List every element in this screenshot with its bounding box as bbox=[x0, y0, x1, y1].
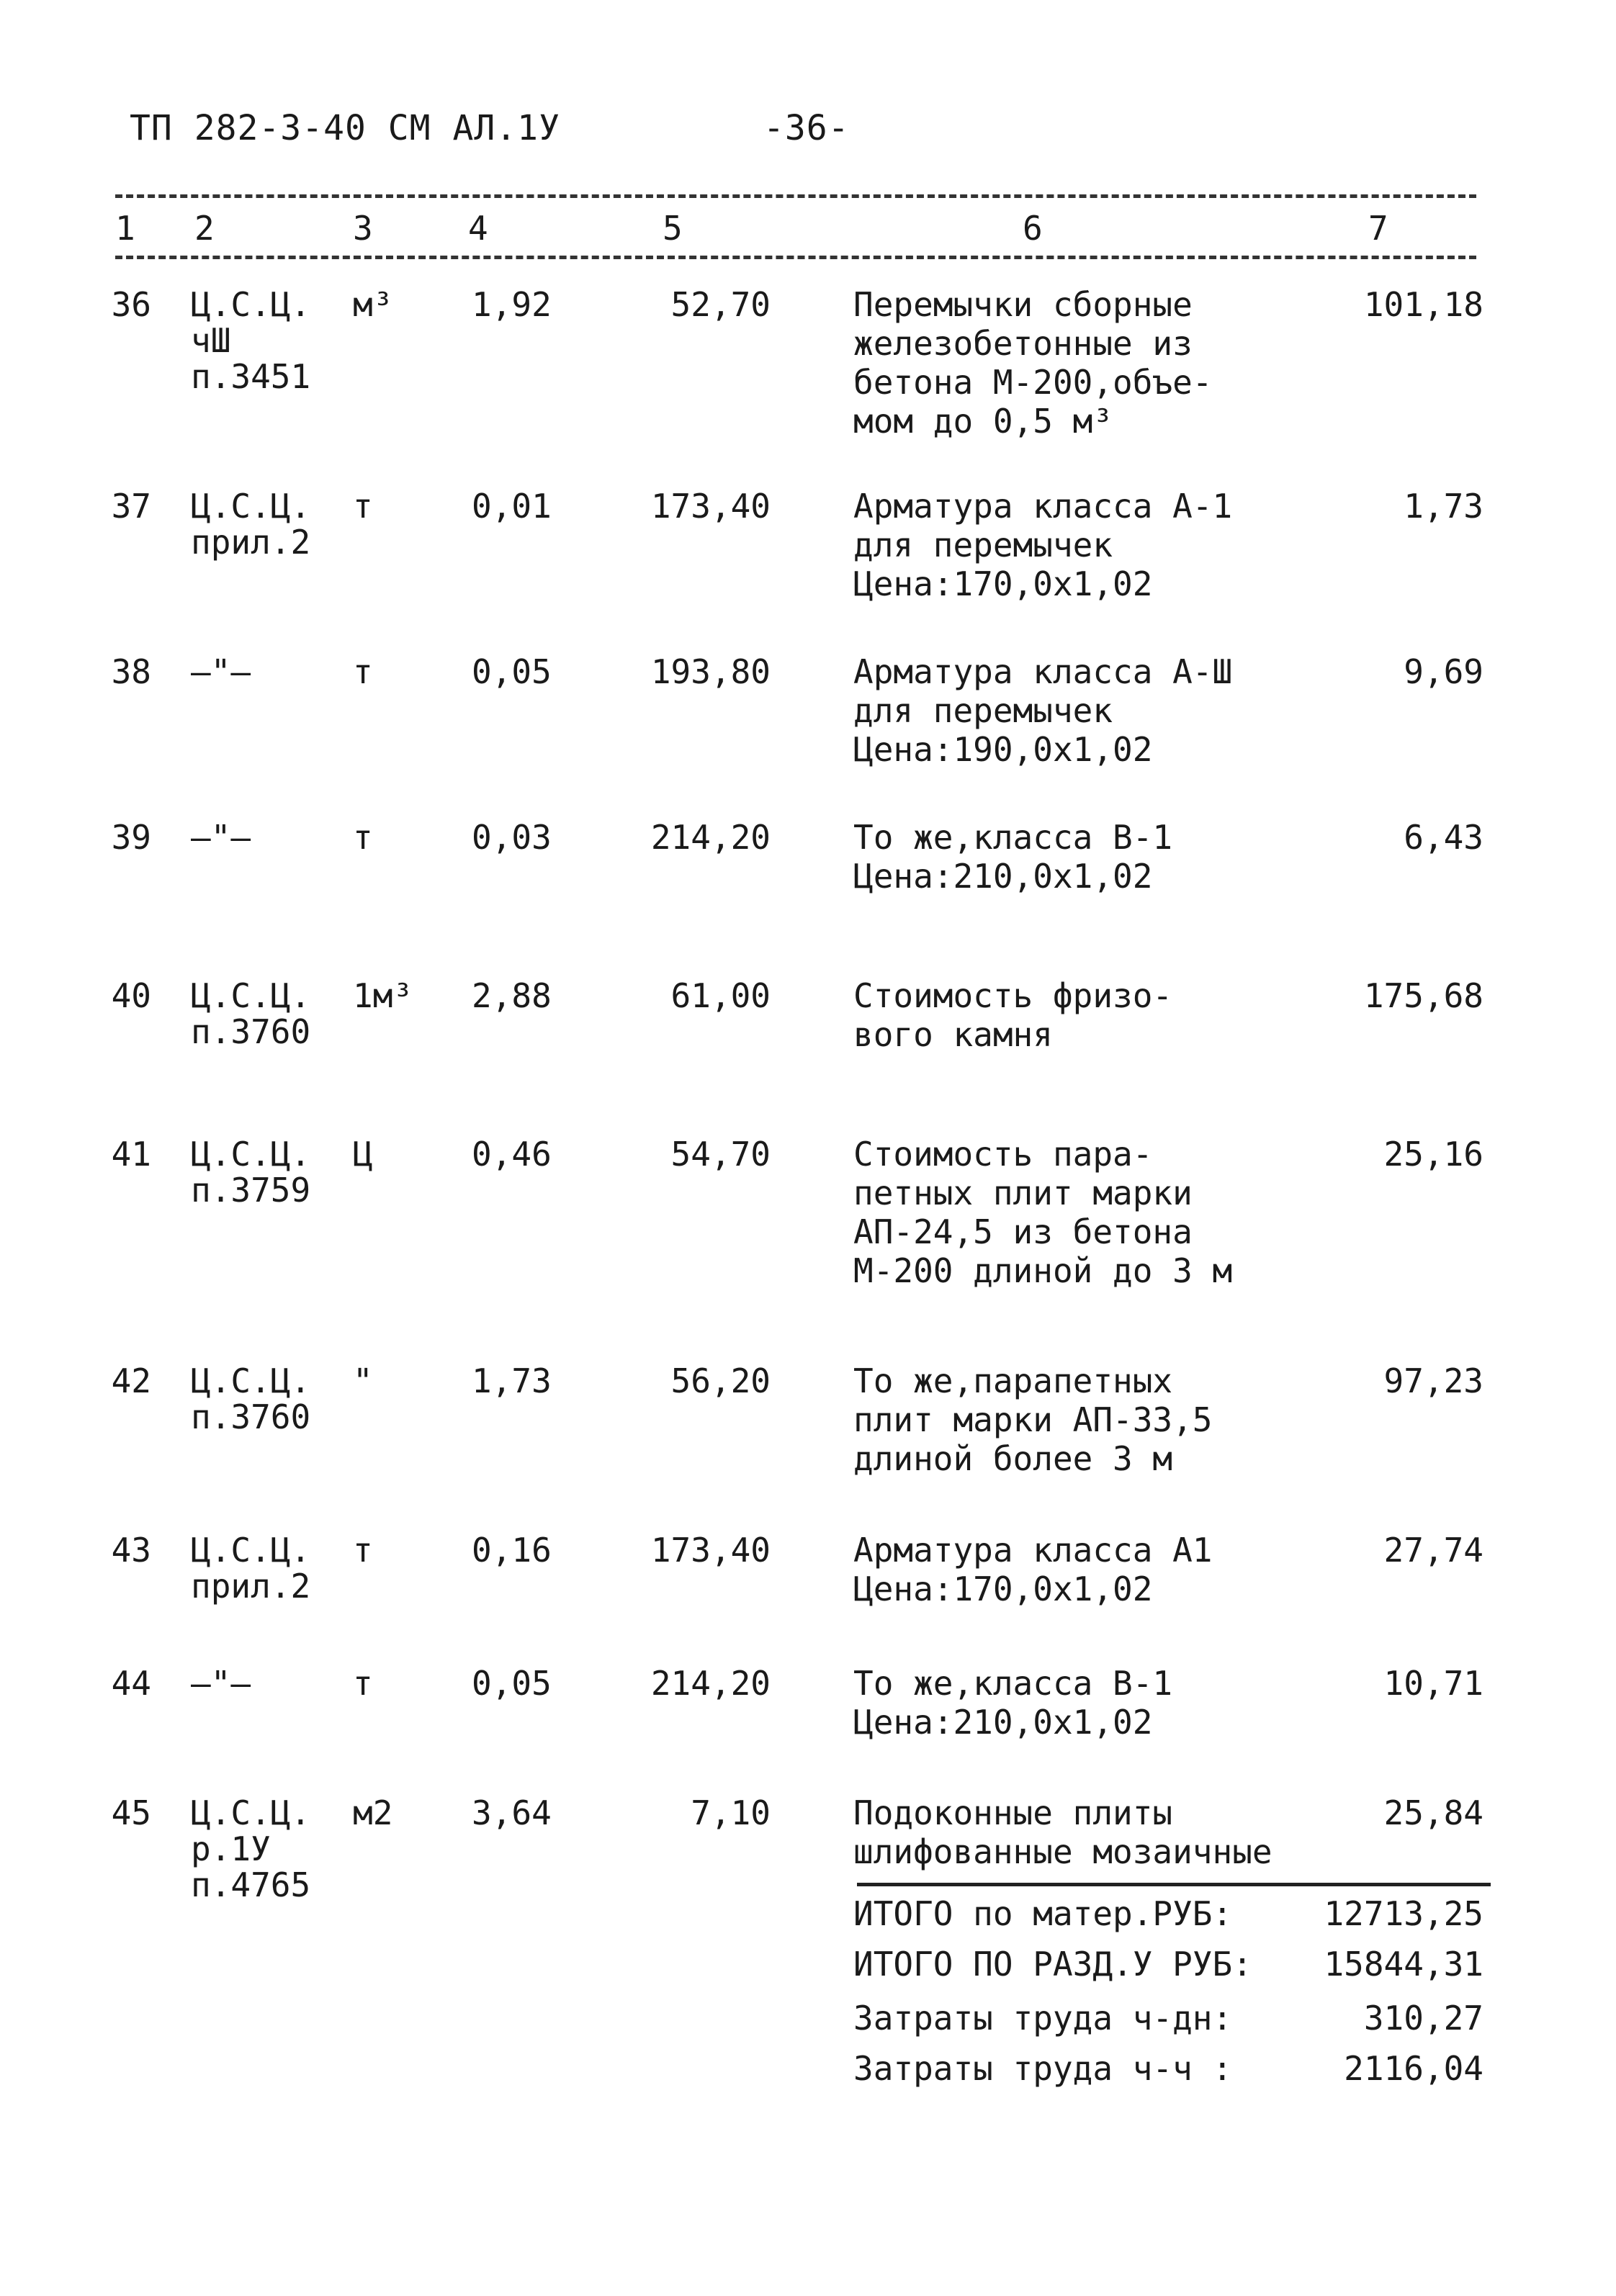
quantity: 0,46 bbox=[472, 1135, 552, 1174]
description-line: петных плит марки bbox=[853, 1174, 1193, 1212]
description-line: бетона М-200,объе- bbox=[853, 363, 1213, 402]
row-number: 38 bbox=[111, 652, 151, 691]
unit: т bbox=[353, 1531, 373, 1570]
quantity: 0,01 bbox=[472, 487, 552, 526]
unit-price: 61,00 bbox=[670, 976, 771, 1015]
description-line: Стоимость пара- bbox=[853, 1135, 1153, 1174]
column-number: 5 bbox=[663, 209, 683, 248]
description-line: Цена:170,0х1,02 bbox=[853, 1570, 1153, 1608]
price-reference: —"— bbox=[191, 818, 251, 857]
header-divider-top bbox=[115, 194, 1476, 198]
description-line: мом до 0,5 м³ bbox=[853, 402, 1113, 441]
quantity: 0,05 bbox=[472, 1664, 552, 1703]
page-number: -36- bbox=[763, 108, 850, 148]
description-line: Перемычки сборные bbox=[853, 285, 1193, 324]
quantity: 2,88 bbox=[472, 976, 552, 1015]
column-number: 2 bbox=[194, 209, 215, 248]
description-line: М-200 длиной до 3 м bbox=[853, 1251, 1233, 1290]
total-label: ИТОГО ПО РАЗД.У РУБ: bbox=[853, 1945, 1252, 1984]
unit: м³ bbox=[353, 285, 393, 324]
unit-price: 173,40 bbox=[650, 1531, 771, 1570]
description-line: железобетонные из bbox=[853, 324, 1193, 363]
price-reference: п.4765 bbox=[191, 1865, 311, 1904]
total-value: 12713,25 bbox=[1324, 1894, 1483, 1933]
description-line: АП-24,5 из бетона bbox=[853, 1212, 1193, 1251]
price-reference: прил.2 bbox=[191, 1567, 311, 1606]
row-number: 37 bbox=[111, 487, 151, 526]
unit-price: 7,10 bbox=[691, 1793, 771, 1832]
row-number: 45 bbox=[111, 1793, 151, 1832]
description-line: То же,класса В-1 bbox=[853, 818, 1173, 857]
price-reference: —"— bbox=[191, 1664, 251, 1703]
unit-price: 54,70 bbox=[670, 1135, 771, 1174]
total-value: 310,27 bbox=[1363, 1999, 1483, 2038]
row-number: 44 bbox=[111, 1664, 151, 1703]
line-total: 27,74 bbox=[1383, 1531, 1483, 1570]
row-number: 39 bbox=[111, 818, 151, 857]
doc-code: ТП 282-3-40 СМ АЛ.1У bbox=[130, 108, 560, 148]
description-line: Цена:190,0х1,02 bbox=[853, 730, 1153, 769]
unit: 1м³ bbox=[353, 976, 413, 1015]
line-total: 175,68 bbox=[1363, 976, 1483, 1015]
total-value: 15844,31 bbox=[1324, 1945, 1483, 1984]
row-number: 40 bbox=[111, 976, 151, 1015]
unit: т bbox=[353, 652, 373, 691]
quantity: 1,92 bbox=[472, 285, 552, 324]
quantity: 3,64 bbox=[472, 1793, 552, 1832]
column-number: 7 bbox=[1368, 209, 1388, 248]
description-line: для перемычек bbox=[853, 526, 1113, 564]
line-total: 1,73 bbox=[1404, 487, 1483, 526]
header-divider-bottom bbox=[115, 256, 1476, 259]
description-line: Арматура класса А1 bbox=[853, 1531, 1213, 1570]
total-label: Затраты труда ч-ч : bbox=[853, 2049, 1233, 2088]
price-reference: п.3451 bbox=[191, 357, 311, 396]
price-reference: п.3760 bbox=[191, 1397, 311, 1436]
unit: т bbox=[353, 487, 373, 526]
line-total: 9,69 bbox=[1404, 652, 1483, 691]
unit-price: 214,20 bbox=[650, 818, 771, 857]
description-line: Цена:210,0х1,02 bbox=[853, 857, 1153, 896]
column-number: 6 bbox=[1023, 209, 1043, 248]
price-reference: Ц.С.Ц. bbox=[191, 976, 311, 1015]
totals-rule bbox=[857, 1883, 1491, 1886]
description-line: Стоимость фризо- bbox=[853, 976, 1173, 1015]
line-total: 25,16 bbox=[1383, 1135, 1483, 1174]
unit: " bbox=[353, 1361, 373, 1400]
price-reference: Ц.С.Ц. bbox=[191, 285, 311, 324]
price-reference: —"— bbox=[191, 652, 251, 691]
total-value: 2116,04 bbox=[1344, 2049, 1483, 2088]
line-total: 6,43 bbox=[1404, 818, 1483, 857]
unit-price: 56,20 bbox=[670, 1361, 771, 1400]
line-total: 25,84 bbox=[1383, 1793, 1483, 1832]
description-line: То же,парапетных bbox=[853, 1361, 1173, 1400]
unit-price: 214,20 bbox=[650, 1664, 771, 1703]
description-line: Арматура класса А-1 bbox=[853, 487, 1233, 526]
price-reference: р.1У bbox=[191, 1829, 271, 1868]
description-line: Цена:210,0х1,02 bbox=[853, 1703, 1153, 1742]
price-reference: Ц.С.Ц. bbox=[191, 1793, 311, 1832]
total-label: ИТОГО по матер.РУБ: bbox=[853, 1894, 1233, 1933]
line-total: 101,18 bbox=[1363, 285, 1483, 324]
unit: т bbox=[353, 1664, 373, 1703]
column-number: 4 bbox=[468, 209, 488, 248]
column-number: 3 bbox=[353, 209, 373, 248]
description-line: Цена:170,0х1,02 bbox=[853, 564, 1153, 603]
unit: м2 bbox=[353, 1793, 393, 1832]
price-reference: Ц.С.Ц. bbox=[191, 1531, 311, 1570]
description-line: вого камня bbox=[853, 1015, 1053, 1054]
quantity: 1,73 bbox=[472, 1361, 552, 1400]
description-line: Арматура класса А-Ш bbox=[853, 652, 1233, 691]
price-reference: прил.2 bbox=[191, 523, 311, 562]
quantity: 0,03 bbox=[472, 818, 552, 857]
price-reference: Ц.С.Ц. bbox=[191, 487, 311, 526]
row-number: 36 bbox=[111, 285, 151, 324]
quantity: 0,16 bbox=[472, 1531, 552, 1570]
price-reference: Ц.С.Ц. bbox=[191, 1361, 311, 1400]
row-number: 42 bbox=[111, 1361, 151, 1400]
quantity: 0,05 bbox=[472, 652, 552, 691]
price-reference: п.3760 bbox=[191, 1012, 311, 1051]
document-header bbox=[130, 108, 850, 148]
description-line: Подоконные плиты bbox=[853, 1793, 1173, 1832]
row-number: 41 bbox=[111, 1135, 151, 1174]
description-line: плит марки АП-33,5 bbox=[853, 1400, 1213, 1439]
description-line: То же,класса В-1 bbox=[853, 1664, 1173, 1703]
price-reference: чШ bbox=[191, 321, 231, 360]
unit-price: 173,40 bbox=[650, 487, 771, 526]
description-line: для перемычек bbox=[853, 691, 1113, 730]
description-line: шлифованные мозаичные bbox=[853, 1832, 1272, 1871]
unit: Ц bbox=[353, 1135, 373, 1174]
unit-price: 193,80 bbox=[650, 652, 771, 691]
row-number: 43 bbox=[111, 1531, 151, 1570]
unit: т bbox=[353, 818, 373, 857]
price-reference: п.3759 bbox=[191, 1171, 311, 1210]
price-reference: Ц.С.Ц. bbox=[191, 1135, 311, 1174]
line-total: 10,71 bbox=[1383, 1664, 1483, 1703]
line-total: 97,23 bbox=[1383, 1361, 1483, 1400]
total-label: Затраты труда ч-дн: bbox=[853, 1999, 1233, 2038]
column-number: 1 bbox=[115, 209, 135, 248]
unit-price: 52,70 bbox=[670, 285, 771, 324]
description-line: длиной более 3 м bbox=[853, 1439, 1173, 1478]
